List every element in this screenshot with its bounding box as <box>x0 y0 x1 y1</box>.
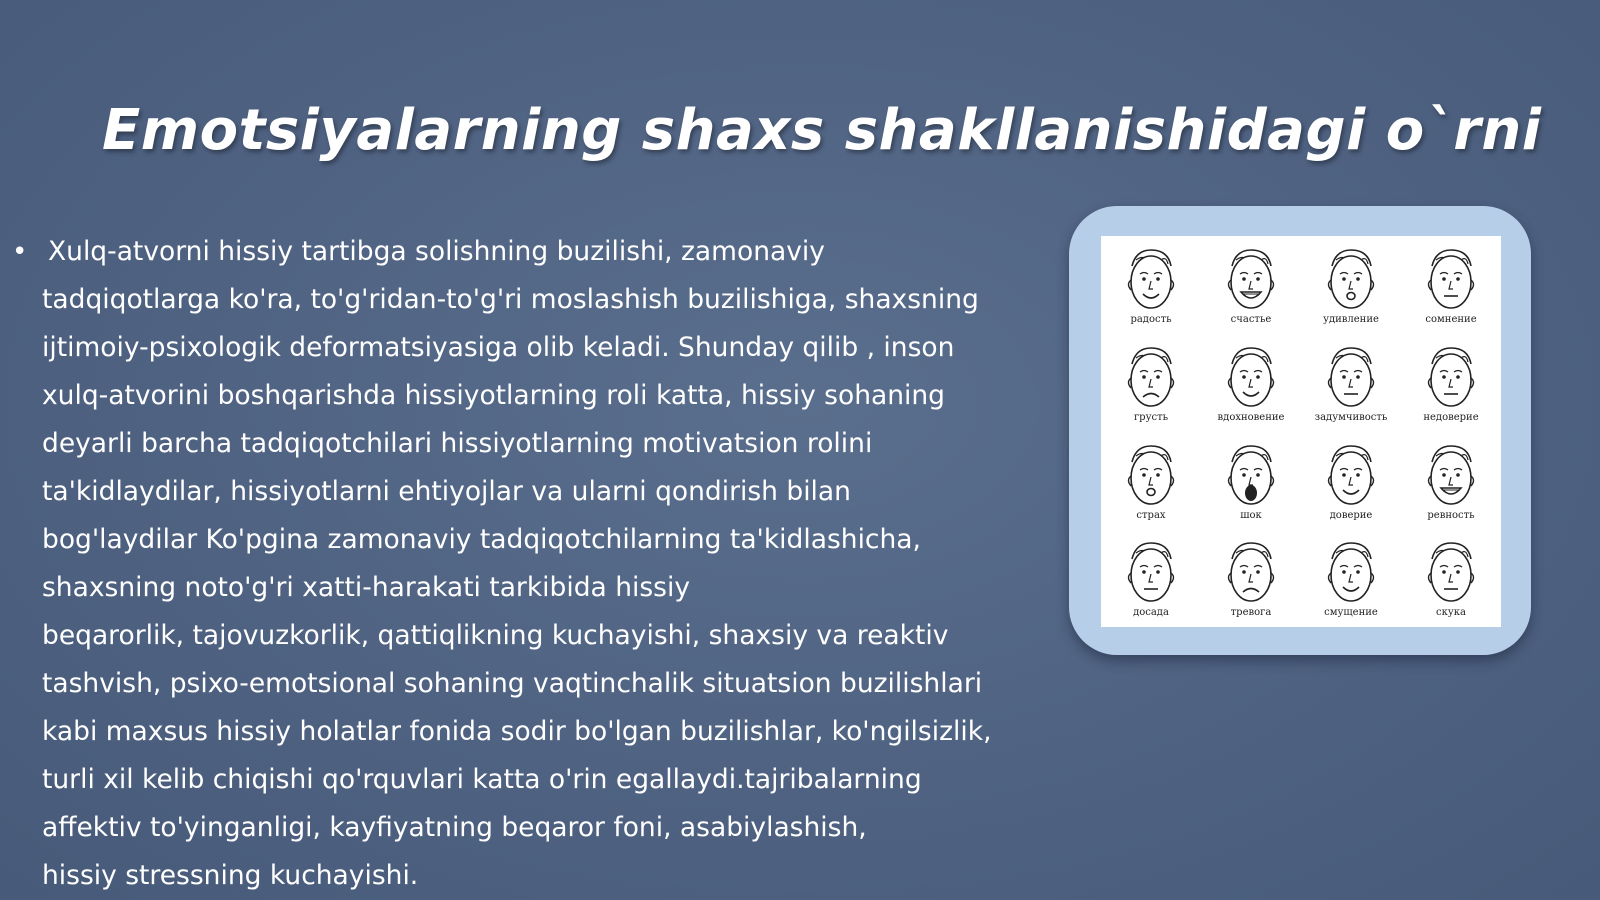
paragraph-line: ta'kidlaydilar, hissiyotlarni ehtiyojlar va ularni qondirish bilan <box>42 476 851 507</box>
emotion-face <box>1101 334 1201 432</box>
face-drawing-icon <box>1318 440 1384 512</box>
emotion-face <box>1401 334 1501 432</box>
face-drawing-icon <box>1118 440 1184 512</box>
face-drawing-icon <box>1118 244 1184 316</box>
emotion-face <box>1201 334 1301 432</box>
emotion-faces-grid <box>1101 236 1501 627</box>
emotion-face <box>1101 236 1201 334</box>
emotion-face <box>1301 334 1401 432</box>
face-drawing-icon <box>1218 537 1284 609</box>
emotion-face <box>1201 529 1301 627</box>
paragraph-line: kabi maxsus hissiy holatlar fonida sodir bo'lgan buzilishlar, ko'ngilsizlik, <box>42 716 992 747</box>
emotion-label: страх <box>1136 509 1166 521</box>
emotions-picture-frame <box>1069 206 1531 655</box>
face-drawing-icon <box>1418 537 1484 609</box>
face-drawing-icon <box>1118 537 1184 609</box>
emotion-label: недоверие <box>1423 411 1479 423</box>
emotion-face <box>1401 236 1501 334</box>
paragraph-line: hissiy stressning kuchayishi. <box>42 860 419 891</box>
paragraph-line: ijtimoiy-psixologik deformatsiyasiga olib keladi. Shunday qilib , inson <box>42 332 955 363</box>
paragraph-line: turli xil kelib chiqishi qo'rquvlari katta o'rin egallaydi.tajribalarning <box>42 764 922 795</box>
emotion-label: досада <box>1133 607 1169 619</box>
bullet-paragraph <box>12 228 1012 900</box>
emotion-face <box>1401 432 1501 530</box>
paragraph-line: shaxsning noto'g'ri xatti-harakati tarkibida hissiy <box>42 572 691 603</box>
face-drawing-icon <box>1218 440 1284 512</box>
emotion-label: удивление <box>1323 314 1379 325</box>
emotion-face <box>1101 432 1201 530</box>
face-drawing-icon <box>1118 342 1184 414</box>
face-drawing-icon <box>1218 244 1284 316</box>
paragraph-line: Xulq-atvorni hissiy tartibga solishning buzilishi, zamonaviy <box>48 236 825 267</box>
face-drawing-icon <box>1318 342 1384 414</box>
emotion-face <box>1301 236 1401 334</box>
bullet-icon: • <box>12 237 28 267</box>
emotion-label: шок <box>1240 509 1262 521</box>
face-drawing-icon <box>1218 342 1284 414</box>
emotion-label: сомнение <box>1425 314 1477 325</box>
emotion-face <box>1301 432 1401 530</box>
paragraph-line: bog'laydilar Ko'pgina zamonaviy tadqiqotchilarning ta'kidlashicha, <box>42 524 921 555</box>
emotion-label: скука <box>1436 607 1466 619</box>
emotion-label: вдохновение <box>1217 411 1285 423</box>
emotion-face <box>1401 529 1501 627</box>
paragraph-line: deyarli barcha tadqiqotchilari hissiyotlarning motivatsion rolini <box>42 428 873 459</box>
paragraph-line: xulq-atvorini boshqarishda hissiyotlarning roli katta, hissiy sohaning <box>42 380 946 411</box>
emotion-face <box>1201 432 1301 530</box>
face-drawing-icon <box>1418 342 1484 414</box>
emotion-label: счастье <box>1230 314 1272 325</box>
face-drawing-icon <box>1418 440 1484 512</box>
paragraph-line: tadqiqotlarga ko'ra, to'g'ridan-to'g'ri moslashish buzilishiga, shaxsning <box>42 284 979 315</box>
paragraph-line: beqarorlik, tajovuzkorlik, qattiqlikning kuchayishi, shaxsiy va reaktiv <box>42 620 949 651</box>
emotion-label: тревога <box>1230 607 1272 619</box>
emotion-face <box>1301 529 1401 627</box>
paragraph-line: tashvish, psixo-emotsional sohaning vaqtinchalik situatsion buzilishlari <box>42 668 983 699</box>
face-drawing-icon <box>1318 244 1384 316</box>
emotion-face <box>1201 236 1301 334</box>
emotion-label: задумчивость <box>1314 411 1388 423</box>
emotion-label: грусть <box>1133 411 1169 423</box>
face-drawing-icon <box>1418 244 1484 316</box>
face-drawing-icon <box>1318 537 1384 609</box>
paragraph-line: affektiv to'yinganligi, kayfiyatning beqaror foni, asabiylashish, <box>42 812 867 843</box>
emotion-face <box>1101 529 1201 627</box>
slide-title: Emotsiyalarning shaxs shakllanishidagi o`rni <box>102 98 1542 163</box>
emotion-label: смущение <box>1324 607 1378 619</box>
emotion-label: доверие <box>1329 509 1373 521</box>
emotion-label: радость <box>1130 314 1172 325</box>
emotion-label: ревность <box>1427 509 1475 521</box>
